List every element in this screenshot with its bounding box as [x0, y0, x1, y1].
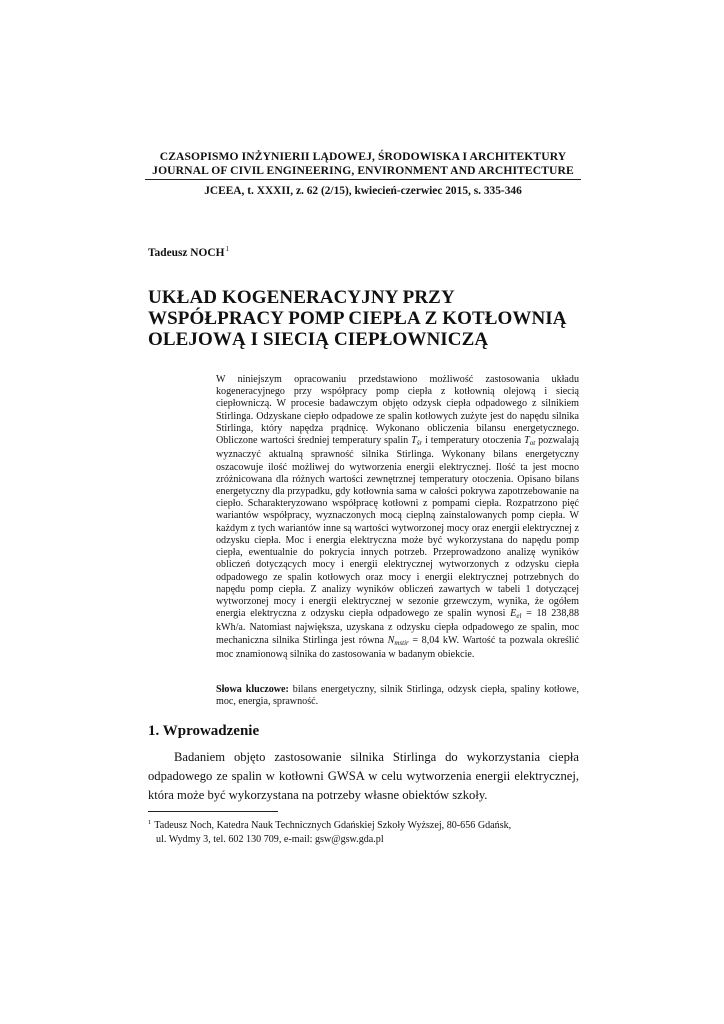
var-n: N	[387, 634, 395, 646]
author	[148, 245, 229, 259]
title-line: WSPÓŁPRACY POMP CIEPŁA Z KOTŁOWNIĄ	[148, 308, 567, 329]
abstract-part: W niniejszym opracowaniu przedstawiono możliwość zastosowania układu kogeneracyjnego przy współpracy pomp ciepła z kotłownią olejową i siecią ciepłowniczą. W procesie badawczym objęto odzysk ciepła odpadowego z silnikiem Stirlinga. Odzyskane ciepło odpadowe ze spalin kotłowych zużyte jest do napędu silnika Stirlinga, który napędza prądnicę. Wykonano obliczenia bilansu energetycznego. Obliczone wartości średniej temperatury spalin	[216, 374, 579, 447]
journal-citation: JCEEA, t. XXXII, z. 62 (2/15), kwiecień-czerwiec 2015, s. 335-346	[204, 185, 522, 197]
journal-name-polish: CZASOPISMO INŻYNIERII LĄDOWEJ, ŚRODOWISKA I ARCHITEKTURY	[159, 150, 567, 163]
footnote-mark: 1	[148, 819, 152, 826]
intro-text: Badaniem objęto zastosowanie silnika Stirlinga do wykorzystania ciepła odpadowego ze spalin w kotłowni GWSA w celu wytworzenia energii elektrycznej, która może być wykorzystana na potrzeby własne obiektów szkoły.	[148, 750, 579, 802]
footnote-text: Tadeusz Noch, Katedra Nauk Technicznych Gdańskiej Szkoły Wyższej, 80-656 Gdańsk,	[154, 820, 512, 831]
footnote-divider	[148, 811, 278, 812]
abstract-part: pozwalają wyznaczyć aktualną sprawność silnika Stirlinga. Wykonany bilans energetyczny oszacowuje ilość możliwej do wytworzenia energii elektrycznej. Ilość ta jest mocno zróżnicowana dla różnych wartości zewnętrznej temperatury otoczenia. Opisano bilans energetyczny dla przypadku, gdy kotłownia sama w całości pokrywa zapotrzebowanie na ciepło. Scharakteryzowano współpracę kotłowni z pompami ciepła. Rozpatrzono pięć wariantów współpracy, wyznaczonych mocą cieplną zainstalowanych pomp ciepła. W każdym z tych wariantów inne są wartości wytworzonej mocy oraz energii elektrycznej z odzysku ciepła. Moc i energia elektryczna może być wykorzystana do napędu pomp ciepła, ewentualnie do pokrycia innych potrzeb. Przeprowadzono analizę wyników obliczeń dotyczących mocy i energii elektrycznej wytworzonych z odzysku ciepła odpadowego ze spalin kotłowych oraz mocy i energii elektrycznej potrzebnych do napędu pomp ciepła. Z analizy wyników obliczeń zawartych w tabeli 1 dotyczącej wytworzonej mocy i energii elektrycznej w sezonie grzewczym, wynika, że ogółem energia elektryczna z odzysku ciepła odpadowego ze spalin wynosi	[216, 435, 579, 620]
var-sub: el	[516, 612, 522, 621]
title-line: OLEJOWĄ I SIECIĄ CIEPŁOWNICZĄ	[148, 329, 489, 350]
var-e: E	[510, 608, 517, 620]
abstract-part: i temperatury otoczenia	[422, 435, 525, 447]
keywords	[216, 684, 579, 708]
abstract-part: = 8,04 kW. Wartość ta pozwala określić moc znamionową silnika do zastosowania w badanym obiekcie.	[216, 634, 579, 660]
keywords-text: bilans energetyczny, silnik Stirlinga, odzysk ciepła, spaliny kotłowe, moc, energia, sprawność.	[216, 684, 579, 708]
paper-title	[148, 287, 588, 350]
footnote	[148, 816, 579, 847]
intro-paragraph	[148, 748, 579, 805]
var-sub: śr	[416, 439, 423, 448]
keywords-label: Słowa kluczowe:	[216, 684, 289, 695]
journal-header	[145, 150, 581, 198]
abstract-part: = 18 238,88 kWh/a. Natomiast największa, uzyskana z odzysku ciepła odpadowego ze spalin, moc mechaniczna silnika Stirlinga jest równa	[216, 608, 579, 646]
section-heading: 1. Wprowadzenie	[148, 723, 260, 739]
var-t: T	[524, 435, 530, 447]
footnote-line: ul. Wydmy 3, tel. 602 130 709, e-mail: gsw@gsw.gda.pl	[156, 834, 384, 845]
author-name: Tadeusz NOCH	[148, 247, 225, 259]
var-t: T	[411, 435, 417, 447]
author-footnote-mark: 1	[225, 245, 229, 253]
journal-name-english: JOURNAL OF CIVIL ENGINEERING, ENVIRONMENT AND ARCHITECTURE	[145, 164, 581, 180]
var-sub: mstir	[394, 638, 409, 647]
abstract	[216, 374, 579, 661]
var-sub: ot	[529, 439, 536, 448]
footnote-line	[148, 816, 579, 833]
title-line: UKŁAD KOGENERACYJNY PRZY	[148, 287, 455, 308]
abstract-text	[216, 374, 579, 661]
